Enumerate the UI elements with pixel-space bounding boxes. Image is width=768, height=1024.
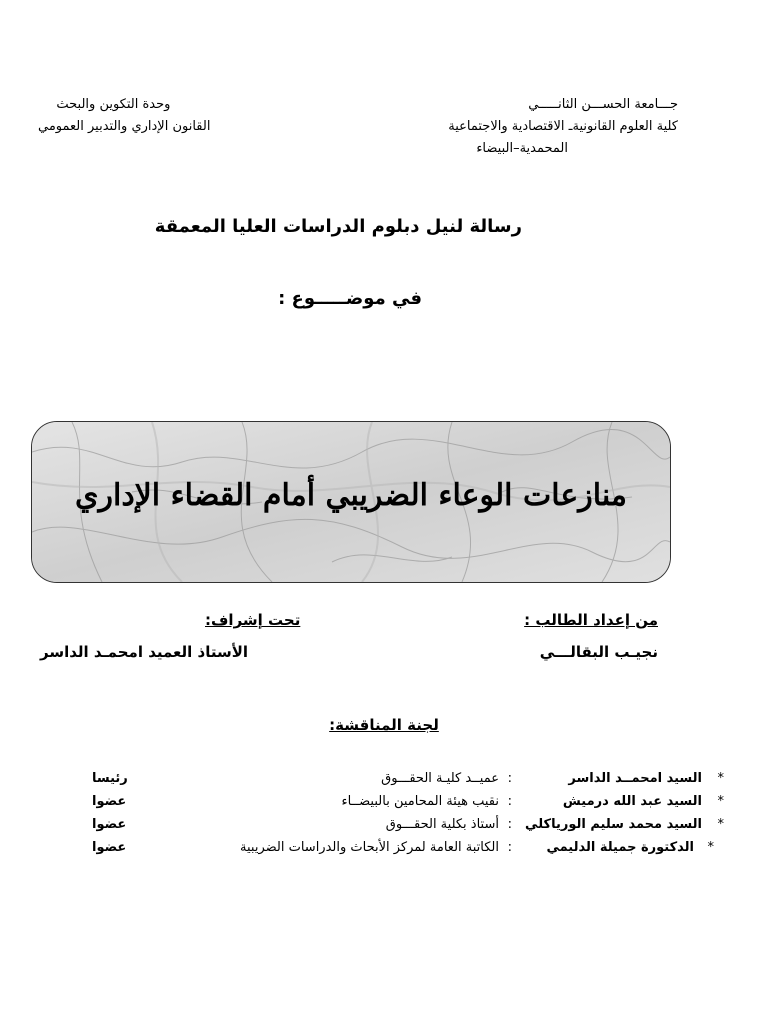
separator-colon: : bbox=[507, 817, 512, 832]
bullet-star: * bbox=[707, 840, 714, 855]
member-role: عضوا bbox=[92, 840, 127, 855]
committee-title: لجنة المناقشة: bbox=[329, 716, 439, 734]
research-unit: وحدة التكوين والبحث bbox=[56, 97, 171, 112]
bullet-star: * bbox=[717, 771, 724, 786]
committee-list bbox=[92, 771, 724, 863]
separator-colon: : bbox=[507, 771, 512, 786]
separator-colon: : bbox=[507, 794, 512, 809]
committee-member bbox=[92, 771, 724, 794]
member-function: عميــد كليـة الحقـــوق bbox=[381, 771, 499, 786]
committee-member bbox=[92, 794, 724, 817]
prepared-by-label: من إعداد الطالب : bbox=[524, 611, 658, 629]
university-name: جـــامعة الحســـن الثانـــــي bbox=[528, 97, 678, 112]
member-name: السيد عبد الله درميش bbox=[562, 794, 702, 809]
supervisor-name: الأستاذ العميد امحمـد الداسر bbox=[40, 643, 249, 661]
member-name: الدكتورة جميلة الدليمي bbox=[546, 840, 694, 855]
member-role: رئيسا bbox=[92, 771, 128, 786]
university-header bbox=[448, 94, 678, 160]
thesis-title: منازعات الوعاء الضريبي أمام القضاء الإداري bbox=[75, 478, 627, 513]
thesis-line: رسالة لنيل دبلوم الدراسات العليا المعمقة bbox=[154, 216, 522, 237]
unit-header bbox=[38, 94, 210, 138]
member-role: عضوا bbox=[92, 794, 127, 809]
bullet-star: * bbox=[717, 794, 724, 809]
subject-label: في موضـــــوع : bbox=[278, 288, 422, 309]
member-function: الكاتبة العامة لمركز الأبحاث والدراسات الضريبية bbox=[240, 840, 499, 855]
unit-program: القانون الإداري والتدبير العمومي bbox=[38, 119, 211, 134]
committee-member bbox=[92, 817, 724, 840]
faculty-name: كلية العلوم القانونيةـ الاقتصادية والاجتماعية bbox=[448, 119, 678, 134]
faculty-location: المحمدية–البيضاء bbox=[476, 141, 568, 156]
member-function: أستاذ بكلية الحقـــوق bbox=[385, 817, 499, 832]
supervised-by-label: تحت إشراف: bbox=[205, 611, 301, 629]
committee-member bbox=[92, 840, 724, 863]
member-role: عضوا bbox=[92, 817, 127, 832]
bullet-star: * bbox=[717, 817, 724, 832]
student-name: نجيـب البقالـــي bbox=[539, 643, 658, 661]
member-name: السيد امحمــد الداسر bbox=[568, 771, 702, 786]
member-name: السيد محمد سليم الورياكلي bbox=[525, 817, 702, 832]
member-function: نقيب هيئة المحامين بالبيضــاء bbox=[341, 794, 499, 809]
separator-colon: : bbox=[507, 840, 512, 855]
title-box bbox=[31, 421, 671, 583]
